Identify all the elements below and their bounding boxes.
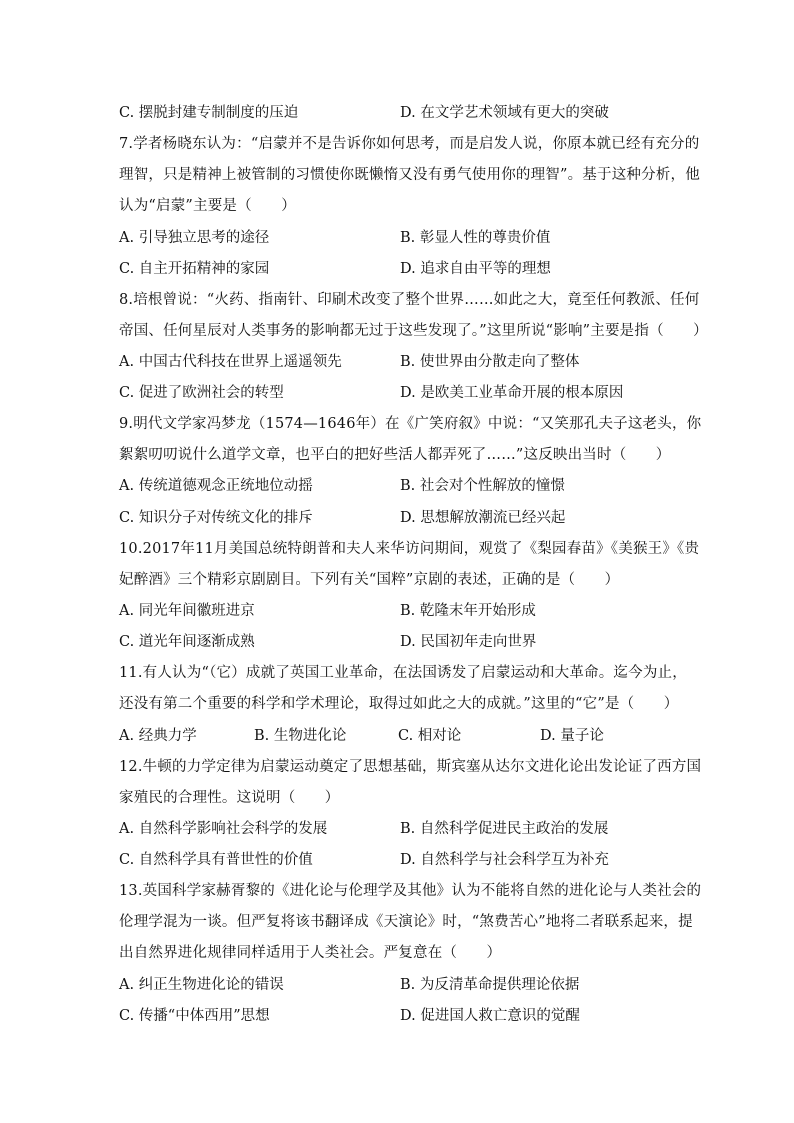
- q12-option-a: A. 自然科学影响社会科学的发展: [119, 821, 328, 837]
- q11-option-b: B. 生物进化论: [254, 728, 347, 744]
- q13-stem-line-1: 13.英国科学家赫胥黎的《进化论与伦理学及其他》认为不能将自然的进化论与人类社会的: [119, 883, 702, 899]
- q10-option-a: A. 同光年间徽班进京: [119, 603, 255, 619]
- q9-option-a: A. 传统道德观念正统地位动摇: [119, 478, 313, 494]
- q13-option-a: A. 纠正生物进化论的错误: [119, 977, 284, 993]
- q9-option-c: C. 知识分子对传统文化的排斥: [119, 510, 313, 526]
- q7-option-d: D. 追求自由平等的理想: [400, 261, 551, 277]
- q8-stem-line-2: 帝国、任何星辰对人类事务的影响都无过于这些发现了。”这里所说“影响”主要是指（ ）: [119, 323, 708, 339]
- q8-option-d: D. 是欧美工业革命开展的根本原因: [400, 385, 624, 401]
- q9-stem-line-2: 絮絮叨叨说什么道学文章，也平白的把好些活人都弄死了……”这反映出当时（ ）: [119, 447, 671, 463]
- q12-option-b: B. 自然科学促进民主政治的发展: [400, 821, 609, 837]
- q11-option-c: C. 相对论: [398, 728, 462, 744]
- q8-option-a: A. 中国古代科技在世界上遥遥领先: [119, 354, 342, 370]
- q10-option-b: B. 乾隆末年开始形成: [400, 603, 536, 619]
- q10-stem-line-2: 妃醉酒》三个精彩京剧剧目。下列有关“国粹”京剧的表述，正确的是（ ）: [119, 572, 620, 588]
- q13-option-b: B. 为反清革命提供理论依据: [400, 977, 580, 993]
- q9-stem-line-1: 9.明代文学家冯梦龙（1574—1646年）在《广笑府叙》中说：“又笑那孔夫子这老头，你: [119, 416, 702, 432]
- q8-option-c: C. 促进了欧洲社会的转型: [119, 385, 284, 401]
- q7-stem-line-1: 7.学者杨晓东认为：“启蒙并不是告诉你如何思考，而是启发人说，你原本就已经有充分的: [119, 136, 700, 152]
- q6-option-d: D. 在文学艺术领域有更大的突破: [400, 105, 609, 121]
- q13-stem-line-3: 出自然界进化规律同样适用于人类社会。严复意在（ ）: [119, 945, 502, 961]
- q11-stem-line-2: 还没有第二个重要的科学和学术理论，取得过如此之大的成就。”这里的“它”是（ ）: [119, 696, 679, 712]
- q7-stem-line-2: 理智，只是精神上被管制的习惯使你既懒惰又没有勇气使用你的理智”。基于这种分析，他: [119, 167, 700, 183]
- q7-option-b: B. 彰显人性的尊贵价值: [400, 230, 551, 246]
- q10-option-c: C. 道光年间逐渐成熟: [119, 634, 255, 650]
- q13-stem-line-2: 伦理学混为一谈。但严复将该书翻译成《天演论》时，“煞费苦心”地将二者联系起来，提: [119, 914, 693, 930]
- q8-option-b: B. 使世界由分散走向了整体: [400, 354, 580, 370]
- q12-option-d: D. 自然科学与社会科学互为补充: [400, 852, 609, 868]
- q13-option-c: C. 传播“中体西用”思想: [119, 1008, 270, 1024]
- q10-option-d: D. 民国初年走向世界: [400, 634, 537, 650]
- q9-option-b: B. 社会对个性解放的憧憬: [400, 478, 565, 494]
- q11-stem-line-1: 11.有人认为“（它）成就了英国工业革命，在法国诱发了启蒙运动和大革命。迄今为止，: [119, 665, 687, 681]
- q7-option-a: A. 引导独立思考的途径: [119, 230, 270, 246]
- q11-option-d: D. 量子论: [540, 728, 604, 744]
- q13-option-d: D. 促进国人救亡意识的觉醒: [400, 1008, 580, 1024]
- q12-stem-line-2: 家殖民的合理性。这说明（ ）: [119, 790, 340, 806]
- q10-stem-line-1: 10.2017年11月美国总统特朗普和夫人来华访问期间，观赏了《梨园春苗》《美猴王》《贵: [119, 541, 700, 557]
- q11-option-a: A. 经典力学: [119, 728, 197, 744]
- q7-stem-line-3: 认为“启蒙”主要是（ ）: [119, 198, 296, 214]
- q8-stem-line-1: 8.培根曾说：“火药、指南针、印刷术改变了整个世界……如此之大，竟至任何教派、任何: [119, 292, 700, 308]
- q6-option-c: C. 摆脱封建专制制度的压迫: [119, 105, 299, 121]
- q9-option-d: D. 思想解放潮流已经兴起: [400, 510, 566, 526]
- q12-stem-line-1: 12.牛顿的力学定律为启蒙运动奠定了思想基础，斯宾塞从达尔文进化论出发论证了西方国: [119, 759, 702, 775]
- q12-option-c: C. 自然科学具有普世性的价值: [119, 852, 313, 868]
- q7-option-c: C. 自主开拓精神的家园: [119, 261, 270, 277]
